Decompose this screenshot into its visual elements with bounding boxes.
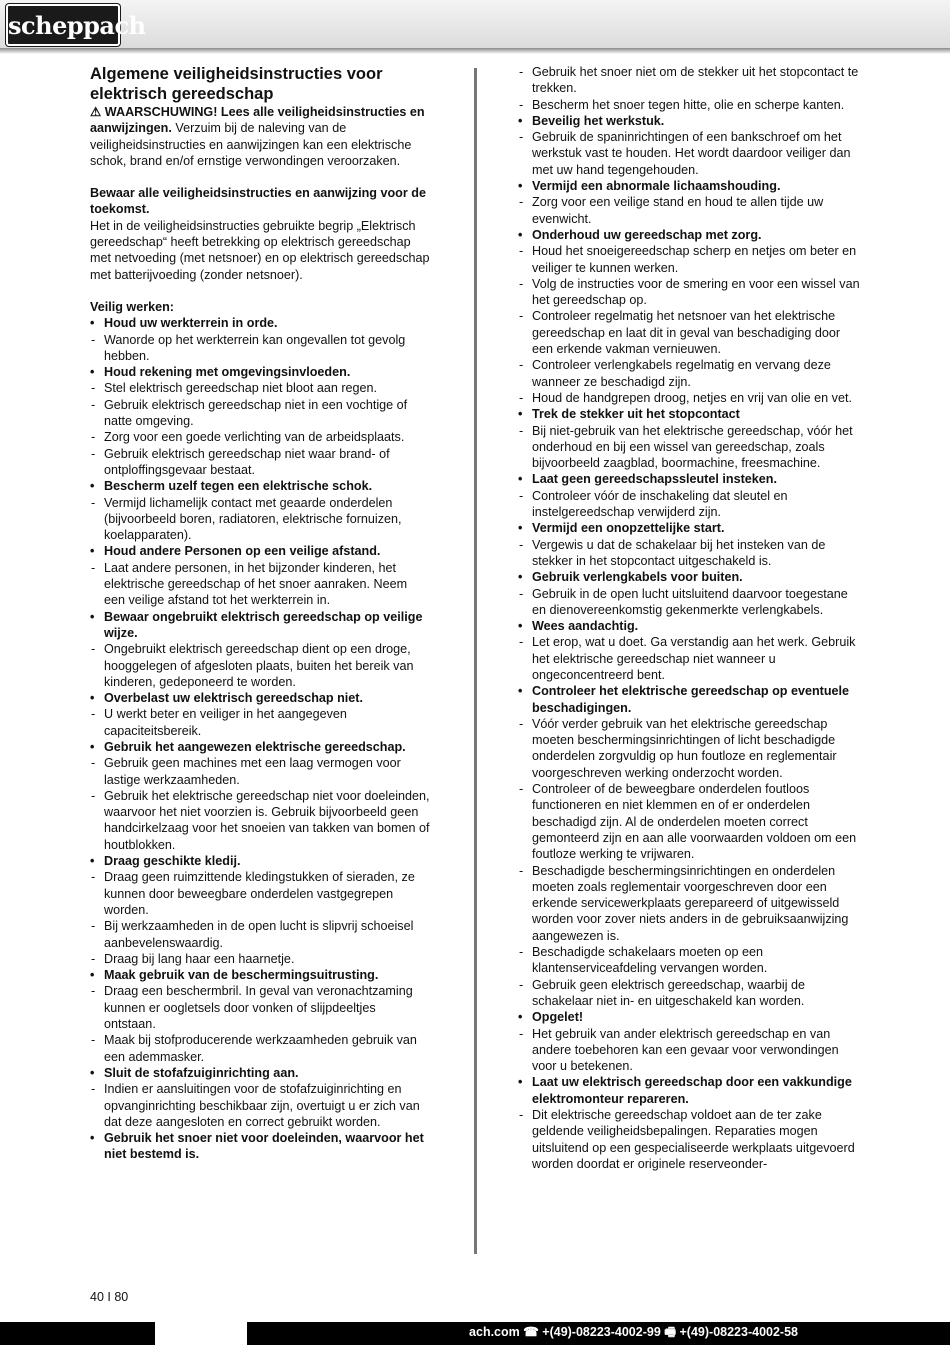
keep-text: Het in de veiligheidsinstructies gebruikte begrip „Elektrisch gereedschap“ heeft betrekking op elektrisch gereedschap met netvoeding (met netsnoer) en op elektrisch gereedschap met batterijvoeding (zonder netsnoer). xyxy=(90,218,430,282)
dash-item: - Dit elektrische gereedschap voldoet aan de ter zake geldende veiligheidsbepalingen. Reparaties mogen uitsluitend op een gespecialiseerde werkplaats uitgevoerd worden doordat er originele reserveonder- xyxy=(518,1107,863,1172)
warning-paragraph xyxy=(90,104,430,169)
dash-item: - Controleer regelmatig het netsnoer van het elektrische gereedschap en laat dit in geval van beschadiging door een erkende vakman vernieuwen. xyxy=(518,308,863,357)
warning-icon: ⚠ xyxy=(90,105,102,119)
right-column xyxy=(518,64,863,1172)
bullet-heading: • Overbelast uw elektrisch gereedschap niet. xyxy=(90,690,430,706)
dash-item: - Stel elektrisch gereedschap niet bloot aan regen. xyxy=(90,380,430,396)
scheppach-logo: scheppach xyxy=(6,4,120,46)
left-items xyxy=(90,315,430,1162)
spacer xyxy=(90,169,430,185)
bullet-heading: • Houd rekening met omgevingsinvloeden. xyxy=(90,364,430,380)
dash-item: - Gebruik elektrisch gereedschap niet in een vochtige of natte omgeving. xyxy=(90,397,430,430)
bullet-heading: • Vermijd een abnormale lichaamshouding. xyxy=(518,178,863,194)
bullet-heading: • Laat geen gereedschapssleutel insteken. xyxy=(518,471,863,487)
warning-bold: WAARSCHUWING! Lees alle veiligheidsinstructies en aanwijzingen. xyxy=(90,105,425,136)
dash-item: - Zorg voor een goede verlichting van de arbeidsplaats. xyxy=(90,429,430,445)
bullet-heading: • Maak gebruik van de beschermingsuitrusting. xyxy=(90,967,430,983)
spacer xyxy=(90,283,430,299)
header-shadow xyxy=(0,48,950,54)
bullet-heading: • Trek de stekker uit het stopcontact xyxy=(518,406,863,422)
bullet-heading: • Beveilig het werkstuk. xyxy=(518,113,863,129)
bullet-heading: • Draag geschikte kledij. xyxy=(90,853,430,869)
bullet-heading: • Vermijd een onopzettelijke start. xyxy=(518,520,863,536)
dash-item: - Draag geen ruimzittende kledingstukken of sieraden, ze kunnen door beweegbare onderdelen vastgegrepen worden. xyxy=(90,869,430,918)
right-items xyxy=(518,64,863,1172)
dash-item: - Beschadigde beschermingsinrichtingen en onderdelen moeten zoals reglementair voorgeschreven door een erkende servicewerkplaats gerepareerd of uitgewisseld worden voor zover niets anders in de gebruiksaanwijzing aangewezen is. xyxy=(518,863,863,944)
section-title: Algemene veiligheidsinstructies voor elektrisch gereedschap xyxy=(90,65,383,103)
dash-item: - Bij werkzaamheden in de open lucht is slipvrij schoeisel aanbevelenswaardig. xyxy=(90,918,430,951)
bullet-heading: • Onderhoud uw gereedschap met zorg. xyxy=(518,227,863,243)
keep-heading: Bewaar alle veiligheidsinstructies en aanwijzing voor de toekomst. xyxy=(90,186,426,217)
bullet-heading: • Sluit de stofafzuiginrichting aan. xyxy=(90,1065,430,1081)
page-header xyxy=(0,0,950,48)
dash-item: - Volg de instructies voor de smering en voor een wissel van het gereedschap op. xyxy=(518,276,863,309)
bullet-heading: • Gebruik het aangewezen elektrische gereedschap. xyxy=(90,739,430,755)
dash-item: - Houd de handgrepen droog, netjes en vrij van olie en vet. xyxy=(518,390,863,406)
dash-item: - Controleer of de beweegbare onderdelen foutloos functioneren en niet klemmen en of er onderdelen beschadigd zijn. Al de onderdelen moeten correct gemonteerd zijn en aan alle voorwaarden voldoen om een foutloze werking te vrijwaren. xyxy=(518,781,863,862)
bullet-heading: • Controleer het elektrische gereedschap op eventuele beschadigingen. xyxy=(518,683,863,716)
dash-item: - Wanorde op het werkterrein kan ongevallen tot gevolg hebben. xyxy=(90,332,430,365)
dash-item: - Gebruik de spaninrichtingen of een bankschroef om het werkstuk vast te houden. Het wordt daardoor veiliger dan met uw hand tegengehouden. xyxy=(518,129,863,178)
bullet-heading: • Bewaar ongebruikt elektrisch gereedschap op veilige wijze. xyxy=(90,609,430,642)
bullet-heading: • Laat uw elektrisch gereedschap door een vakkundige elektromonteur repareren. xyxy=(518,1074,863,1107)
bullet-heading: • Bescherm uzelf tegen een elektrische schok. xyxy=(90,478,430,494)
bullet-heading: • Gebruik het snoer niet voor doeleinden, waarvoor het niet bestemd is. xyxy=(90,1130,430,1163)
dash-item: - Gebruik elektrisch gereedschap niet waar brand- of ontploffingsgevaar bestaat. xyxy=(90,446,430,479)
dash-item: - Indien er aansluitingen voor de stofafzuiginrichting en opvanginrichting beschikbaar zijn, overtuigt u er zich van dat deze aangesloten en correct gebruikt worden. xyxy=(90,1081,430,1130)
dash-item: - Ongebruikt elektrisch gereedschap dient op een droge, hooggelegen of afgesloten plaats, buiten het bereik van kinderen, gedeponeerd te worden. xyxy=(90,641,430,690)
dash-item: - Gebruik geen elektrisch gereedschap, waarbij de schakelaar niet in- en uitgeschakeld kan worden. xyxy=(518,977,863,1010)
dash-item: - Bescherm het snoer tegen hitte, olie en scherpe kanten. xyxy=(518,97,863,113)
column-divider xyxy=(474,68,477,1254)
dash-item: - Vergewis u dat de schakelaar bij het insteken van de stekker in het stopcontact uitgeschakeld is. xyxy=(518,537,863,570)
dash-item: - Het gebruik van ander elektrisch gereedschap en van andere toebehoren kan een gevaar voor verwondingen voor u betekenen. xyxy=(518,1026,863,1075)
dash-item: - U werkt beter en veiliger in het aangegeven capaciteitsbereik. xyxy=(90,706,430,739)
footer-contact: ach.com ☎ +(49)-08223-4002-99 🖷 +(49)-08223-4002-58 xyxy=(469,1325,798,1339)
bullet-heading: • Opgelet! xyxy=(518,1009,863,1025)
dash-item: - Vermijd lichamelijk contact met geaarde onderdelen (bijvoorbeeld boren, radiatoren, elektrische fornuizen, koelapparaten). xyxy=(90,495,430,544)
bullet-heading: • Wees aandachtig. xyxy=(518,618,863,634)
dash-item: - Houd het snoeigereedschap scherp en netjes om beter en veiliger te kunnen werken. xyxy=(518,243,863,276)
warning-text: Verzuim bij de naleving van de veiligheidsinstructies en aanwijzingen kan een elektrische schok, brand en/of ernstige verwondingen veroorzaken. xyxy=(90,121,412,168)
footer-white-block xyxy=(155,1322,247,1345)
dash-item: - Let erop, wat u doet. Ga verstandig aan het werk. Gebruik het elektrische gereedschap niet wanneer u ongeconcentreerd bent. xyxy=(518,634,863,683)
safe-heading: Veilig werken: xyxy=(90,299,174,314)
dash-item: - Vóór verder gebruik van het elektrische gereedschap moeten beschermingsinrichtingen of licht beschadigde onderdelen zorgvuldig op hun foutloze en reglementair voorgeschreven werking onderzocht worden. xyxy=(518,716,863,781)
dash-item: - Maak bij stofproducerende werkzaamheden gebruik van een ademmasker. xyxy=(90,1032,430,1065)
dash-item: - Controleer verlengkabels regelmatig en vervang deze wanneer ze beschadigd zijn. xyxy=(518,357,863,390)
dash-item: - Draag een beschermbril. In geval van veronachtzaming kunnen er oogletsels door vonken of slijpdeeltjes ontstaan. xyxy=(90,983,430,1032)
left-column xyxy=(90,64,430,1163)
bullet-heading: • Gebruik verlengkabels voor buiten. xyxy=(518,569,863,585)
dash-item: - Controleer vóór de inschakeling dat sleutel en instelgereedschap verwijderd zijn. xyxy=(518,488,863,521)
bullet-heading: • Houd andere Personen op een veilige afstand. xyxy=(90,543,430,559)
dash-item: - Gebruik het snoer niet om de stekker uit het stopcontact te trekken. xyxy=(518,64,863,97)
dash-item: - Zorg voor een veilige stand en houd te allen tijde uw evenwicht. xyxy=(518,194,863,227)
dash-item: - Laat andere personen, in het bijzonder kinderen, het elektrische gereedschap of het snoer aanraken. Neem een veilige afstand tot het werkterrein in. xyxy=(90,560,430,609)
dash-item: - Bij niet-gebruik van het elektrische gereedschap, vóór het onderhoud en bij een wissel van gereedschap, zoals bijvoorbeeld zaagblad, boormachine, freesmachine. xyxy=(518,423,863,472)
dash-item: - Gebruik geen machines met een laag vermogen voor lastige werkzaamheden. xyxy=(90,755,430,788)
bullet-heading: • Houd uw werkterrein in orde. xyxy=(90,315,430,331)
dash-item: - Draag bij lang haar een haarnetje. xyxy=(90,951,430,967)
dash-item: - Gebruik het elektrische gereedschap niet voor doeleinden, waarvoor het niet voorzien is. Gebruik bijvoorbeeld geen handcirkelzaag voor het snoeien van takken van bomen of houtblokken. xyxy=(90,788,430,853)
dash-item: - Gebruik in de open lucht uitsluitend daarvoor toegestane en dienovereenkomstig gekenmerkte verlengkabels. xyxy=(518,586,863,619)
page-number: 40 I 80 xyxy=(90,1290,129,1304)
dash-item: - Beschadigde schakelaars moeten op een klantenserviceafdeling vervangen worden. xyxy=(518,944,863,977)
